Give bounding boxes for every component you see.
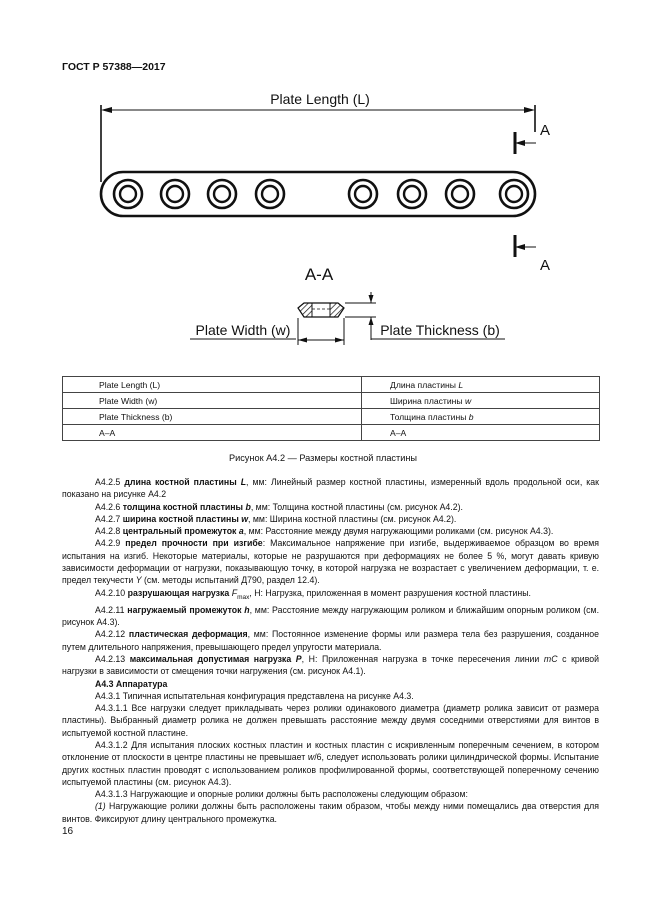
definition-plastic-deformation: А4.2.12 пластическая деформация, мм: Постоянное изменение формы или размера тела без разрушения, созданное путем длительного напряжения, превышающего предел упругости материала. — [62, 629, 599, 652]
width-arrow-right — [335, 338, 344, 343]
definition-loading-span: А4.2.11 нагружаемый промежуток h, мм: Расстояние между нагружающим роликом и ближайшим опорным роликом (см. рисунок А4.3). — [62, 604, 599, 628]
paragraph-a4313: А4.3.1.3 Нагружающие и опорные ролики должны быть расположены следующим образом: — [95, 789, 468, 800]
definition-failure-load: А4.2.10 разрушающая нагрузка $F_{max}$, Н: Нагрузка, приложенная в момент разрушения костной пластины. — [95, 587, 531, 601]
figure-bone-plate-dimensions — [0, 0, 646, 360]
definition-plate-length: А4.2.5 длина костной пластины L, мм: Линейный размер костной пластины, измеренный вдоль продольной оси, как показано на рисунке А4.2 — [62, 477, 599, 500]
list-item-1: (1) Нагружающие ролики должны быть расположены таким образом, чтобы между ними помещались два отверстия для винтов. Фиксируют длину центрального промежутка. — [62, 801, 599, 824]
thickness-arrow-bottom-head — [369, 317, 374, 325]
legend-ru-cell: Длина пластины L — [362, 377, 600, 393]
screw-hole — [161, 180, 189, 208]
section-title: A-A — [304, 265, 334, 284]
screw-hole — [114, 180, 142, 208]
screw-hole — [446, 180, 474, 208]
page-number: 16 — [62, 826, 74, 837]
paragraph-a4312: А4.3.1.2 Для испытания плоских костных пластин и костных пластин с искривленным поперечным сечением, в котором отклонение от плоскости в центре пластины не превышает w/6, следует использовать ролики цилиндрической формы. Испытание других костных пластин проводят с использованием роликов профилированной формы, соответствующей поперечному сечению испытуемой пластины (см. рисунок А4.3). — [62, 739, 599, 787]
definition-plate-width: А4.2.7 ширина костной пластины w, мм: Ширина костной пластины (см. рисунок А4.2). — [95, 513, 457, 524]
plate-diagram — [0, 0, 646, 360]
document-body — [62, 476, 599, 825]
width-arrow-left — [298, 338, 307, 343]
definition-center-span: А4.2.8 центральный промежуток a, мм: Расстояние между двумя нагружающими роликами (см. рисунок А4.3). — [95, 526, 554, 537]
definition-bending-strength: А4.2.9 предел прочности при изгибе: Максимальное напряжение при изгибе, выдерживаемое образцом во время испытания на изгиб. Некоторые материалы, которые не разрушаются при деформациях не более 5 %, могут давать кривую зависимости деформации от нагрузки, показывающую точку, в которой нагрузка не возрастает с увеличением деформации, т. е. предел текучести Y (см. методы испытаний Д790, раздел 12.4). — [62, 538, 599, 586]
length-arrow-left — [101, 107, 112, 113]
screw-hole — [208, 180, 236, 208]
plate-thickness-label: Plate Thickness (b) — [380, 322, 500, 338]
legend-en-cell: Plate Length (L) — [63, 377, 362, 393]
cross-section-profile — [298, 303, 344, 317]
table-row — [63, 377, 600, 393]
section-mark-top: A — [540, 122, 551, 139]
legend-table — [62, 376, 600, 441]
plate-width-label: Plate Width (w) — [195, 322, 291, 338]
paragraph-a431: А4.3.1 Типичная испытательная конфигурация представлена на рисунке А4.3. — [95, 690, 414, 701]
section-heading-apparatus: А4.3 Аппаратура — [95, 678, 168, 689]
thickness-arrow-top-head — [369, 295, 374, 303]
screw-hole — [256, 180, 284, 208]
legend-ru-cell: A–A — [362, 425, 600, 441]
screw-hole — [398, 180, 426, 208]
legend-en-cell: Plate Width (w) — [63, 393, 362, 409]
table-row — [63, 425, 600, 441]
paragraph-a4311: А4.3.1.1 Все нагрузки следует прикладывать через ролики одинакового диаметра (диаметр ролика зависит от размера пластины). Выбранный диаметр ролика не должен превышать расстояние между двумя соседними отверстиями для винтов в испытуемой костной пластине. — [62, 703, 599, 738]
length-arrow-right — [524, 107, 535, 113]
figure-caption: Рисунок А4.2 — Размеры костной пластины — [228, 453, 418, 463]
screw-hole — [349, 180, 377, 208]
table-row — [63, 393, 600, 409]
definition-plate-thickness: А4.2.6 толщина костной пластины b, мм: Толщина костной пластины (см. рисунок А4.2). — [95, 501, 463, 512]
screw-hole — [500, 180, 528, 208]
definition-max-load: А4.2.13 максимальная допустимая нагрузка P, Н: Приложенная нагрузка в точке пересечения линии mC с кривой нагрузки в зависимости от смещения точки нагружения (см. рисунок А4.1). — [62, 653, 599, 677]
plate-length-label: Plate Length (L) — [270, 91, 370, 107]
legend-ru-cell: Толщина пластины b — [362, 409, 600, 425]
legend-ru-cell: Ширина пластины w — [362, 393, 600, 409]
section-mark-bottom: A — [540, 257, 551, 274]
table-row — [63, 409, 600, 425]
document-header: ГОСТ Р 57388—2017 — [62, 61, 166, 73]
legend-en-cell: A–A — [63, 425, 362, 441]
legend-en-cell: Plate Thickness (b) — [63, 409, 362, 425]
